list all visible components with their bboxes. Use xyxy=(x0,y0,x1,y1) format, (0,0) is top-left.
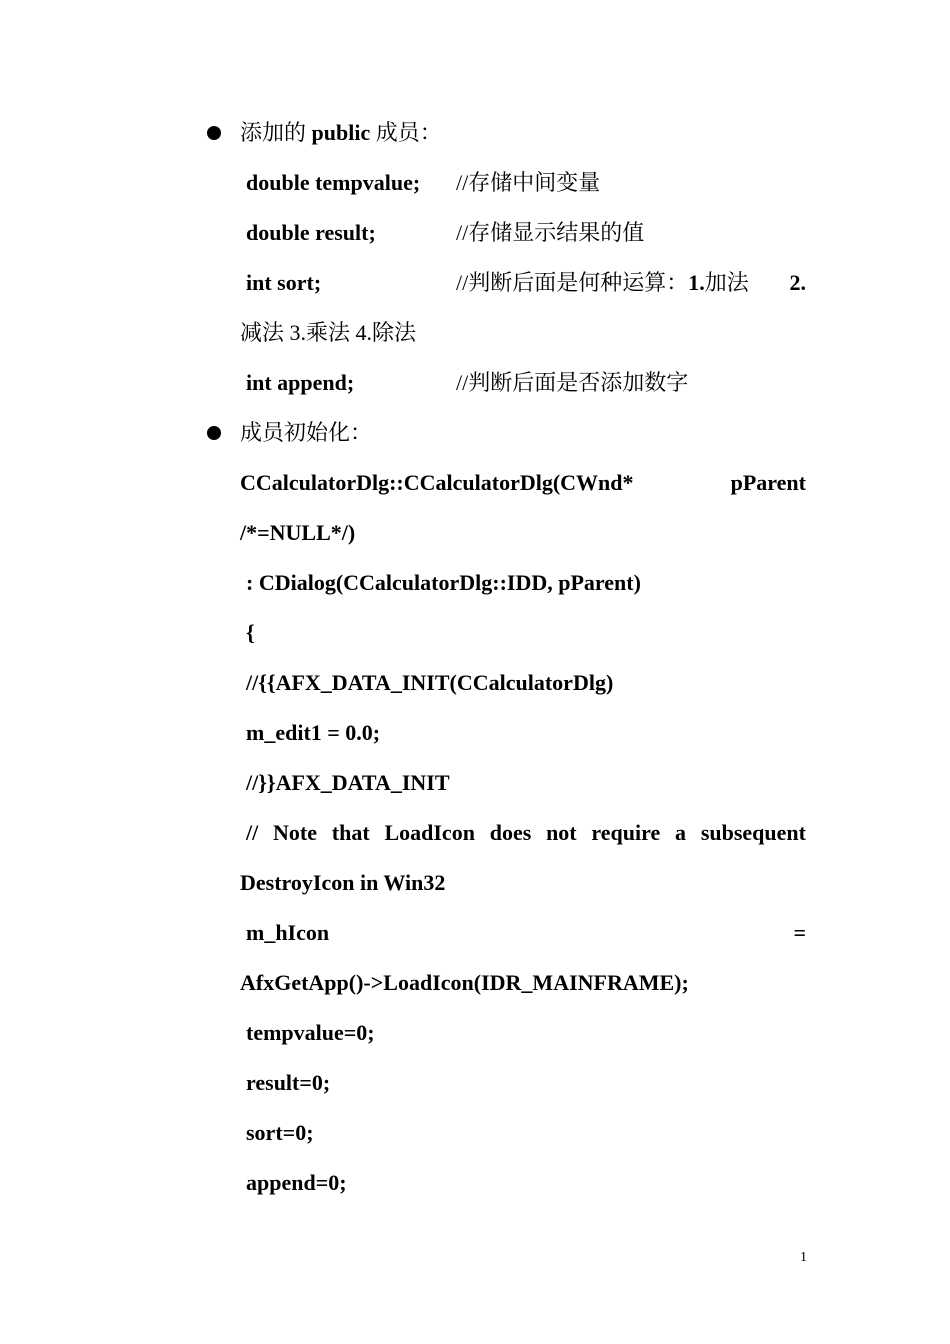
base-initializer: : CDialog(CCalculatorDlg::IDD, pParent) xyxy=(246,570,641,595)
member-decl: double tempvalue; xyxy=(246,170,421,195)
constructor-signature-continued: /*=NULL*/) xyxy=(240,520,356,545)
loadicon-note: // Note that LoadIcon does not require a subsequent xyxy=(246,820,806,845)
hicon-assignment-continued: AfxGetApp()->LoadIcon(IDR_MAINFRAME); xyxy=(240,970,689,995)
section-heading-public-members: 添加的 public 成员： xyxy=(240,120,442,145)
assignment-line: append=0; xyxy=(246,1170,347,1195)
loadicon-note-continued: DestroyIcon in Win32 xyxy=(240,870,446,895)
member-comment-continued: 减法 3.乘法 4.除法 xyxy=(240,320,417,345)
member-comment: //判断后面是否添加数字 xyxy=(456,370,689,395)
section-heading-initialization: 成员初始化： xyxy=(240,420,373,445)
page-number: 1 xyxy=(800,1250,807,1265)
bullet-icon xyxy=(207,126,221,140)
afx-data-init-end: //}}AFX_DATA_INIT xyxy=(246,770,450,795)
assignment-line: result=0; xyxy=(246,1070,331,1095)
assignment-line: tempvalue=0; xyxy=(246,1020,375,1045)
member-decl: double result; xyxy=(246,220,376,245)
assignment-line: sort=0; xyxy=(246,1120,314,1145)
member-decl: int sort; xyxy=(246,270,322,295)
member-comment: //存储显示结果的值 xyxy=(456,220,645,245)
constructor-signature: CCalculatorDlg::CCalculatorDlg(CWnd* pParent xyxy=(240,470,806,495)
open-brace: { xyxy=(246,620,255,645)
member-comment: //判断后面是何种运算：1.加法 2. xyxy=(456,270,806,295)
bullet-icon xyxy=(207,426,221,440)
edit-init: m_edit1 = 0.0; xyxy=(246,720,381,745)
member-decl: int append; xyxy=(246,370,355,395)
member-comment: //存储中间变量 xyxy=(456,170,601,195)
hicon-assignment: m_hIcon = xyxy=(246,920,806,945)
afx-data-init-begin: //{{AFX_DATA_INIT(CCalculatorDlg) xyxy=(246,670,614,695)
